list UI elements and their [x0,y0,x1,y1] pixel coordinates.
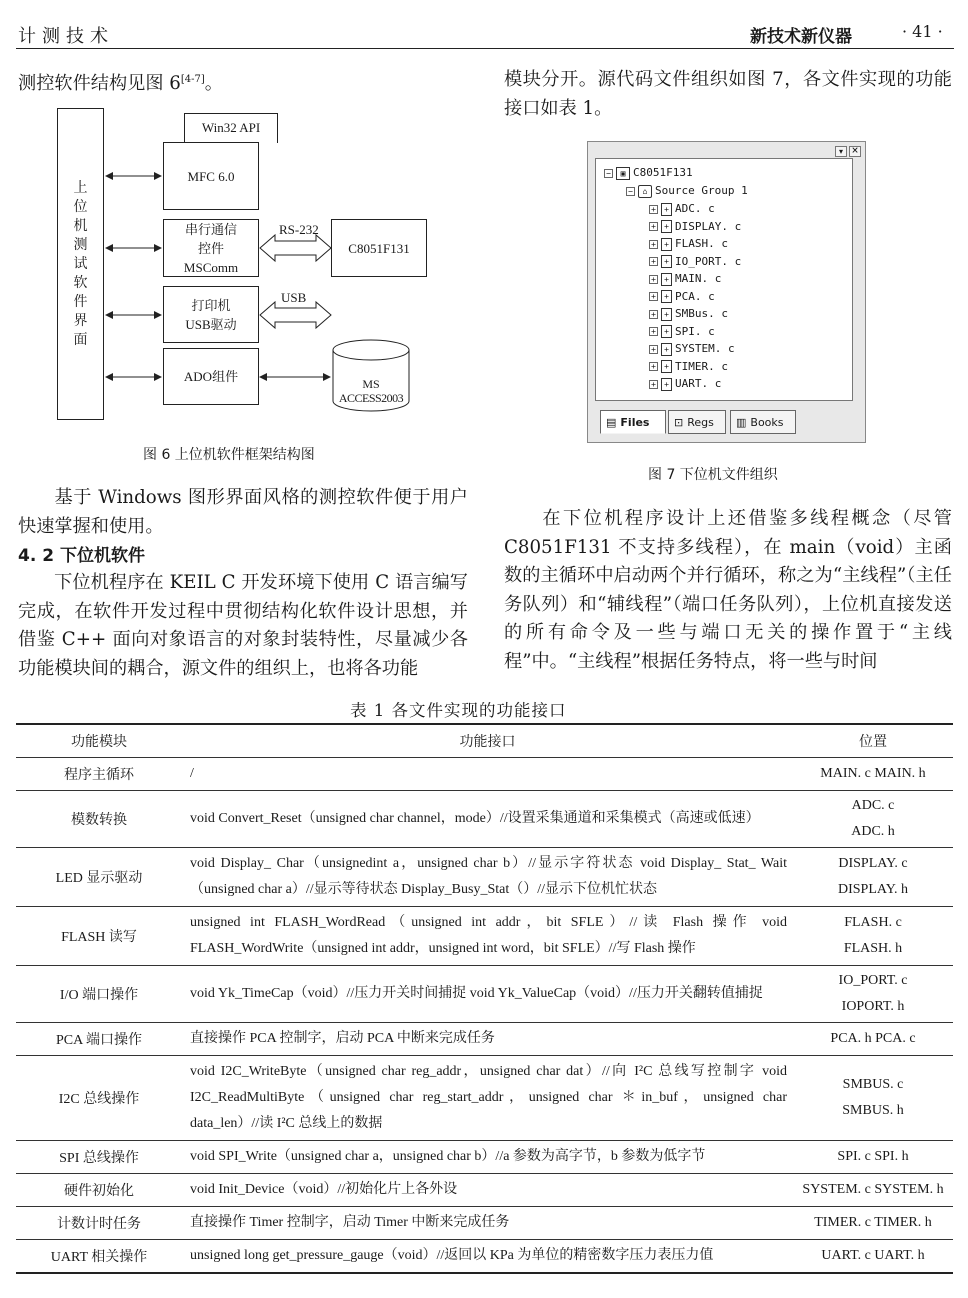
tree-file-item[interactable] [649,254,741,270]
tab-regs-label: Regs [687,415,714,429]
table-row [16,1206,953,1239]
tree-file-item[interactable] [649,324,715,340]
cell-location: UART. c UART. h [793,1239,953,1273]
function-table [16,723,953,1274]
usb-label: USB [281,290,307,305]
expand-icon[interactable]: + [649,362,658,371]
file-icon: + [661,273,672,286]
right-para-0: 模块分开。源代码文件组织如图 7，各文件实现的功能接口如表 1。 [504,69,952,119]
printer-label-2: USB驱动 [185,316,237,332]
cell-module: 硬件初始化 [16,1173,182,1206]
win32-label: Win32 API [201,120,261,135]
table-row [16,1055,953,1140]
left-para-1-text: 基于 Windows 图形界面风格的测控软件便于用户快速掌握和使用。 [18,487,468,537]
expand-icon[interactable]: + [649,240,658,249]
file-icon: + [661,308,672,321]
figure-7-caption: 图 7 下位机文件组织 [648,467,778,483]
cell-module: 模数转换 [16,790,182,847]
mfc-label: MFC 6.0 [187,168,235,184]
file-icon: + [661,378,672,391]
tree-file-label: FLASH. c [675,237,728,250]
host-ui-char: 件 [73,294,88,310]
tab-files-label: Files [620,415,650,429]
tab-files[interactable] [600,410,666,434]
tree-file-item[interactable] [649,236,728,252]
expand-icon[interactable]: + [649,380,658,389]
cell-location: SPI. c SPI. h [793,1140,953,1173]
table-title: 表 1 各文件实现的功能接口 [350,701,567,720]
expand-icon[interactable]: + [649,222,658,231]
cell-interface: 直接操作 PCA 控制字，启动 PCA 中断来完成任务 [182,1022,793,1055]
cell-module: SPI 总线操作 [16,1140,182,1173]
collapse-icon[interactable]: − [626,187,635,196]
expand-icon[interactable]: + [649,327,658,336]
tree-file-label: SMBus. c [675,307,728,320]
cell-module: LED 显示驱动 [16,847,182,906]
table-row [16,1239,953,1273]
cell-interface: 直接操作 Timer 控制字，启动 Timer 中断来完成任务 [182,1206,793,1239]
expand-icon[interactable]: + [649,310,658,319]
host-ui-char: 试 [73,256,88,272]
db-label-2: ACCESS2003 [338,391,404,405]
cell-location: SMBUS. c SMBUS. h [793,1055,953,1140]
cell-module: 程序主循环 [16,757,182,790]
cell-location: PCA. h PCA. c [793,1022,953,1055]
right-para-1-text: 在下位机程序设计上还借鉴多线程概念（尽管 C8051F131 不支持多线程），在 main（void）主函数的主循环中启动两个并行循环，称之为“主线程”（主任务队列）和“辅线程”（端口任务队列），上位机直接发送的所有命令及一些与端口无关的操作置于“主线程”中。“主线程”根据任务特点，将一些与时间 [504,508,952,672]
tree-root[interactable] [604,165,693,181]
file-icon: + [661,325,672,338]
rs232-label: RS-232 [279,222,319,237]
tree-file-item[interactable] [649,271,721,287]
minimize-icon[interactable]: ▾ [835,146,847,157]
journal-name: 计测技术 [18,26,114,47]
expand-icon[interactable]: + [649,275,658,284]
database-label [333,377,409,405]
figure-6-caption: 图 6 上位机软件框架结构图 [143,447,315,463]
tree-file-label: SYSTEM. c [675,342,735,355]
expand-icon[interactable]: + [649,292,658,301]
ado-label: ADO组件 [183,369,239,384]
section-heading: 4. 2 下位机软件 [18,546,145,566]
cell-interface: void SPI_Write（unsigned char a，unsigned char b）//a 参数为高字节，b 参数为低字节 [182,1140,793,1173]
tree-file-label: IO_PORT. c [675,254,742,268]
file-icon: + [661,290,672,303]
cell-module: 计数计时任务 [16,1206,182,1239]
table-row [16,1022,953,1055]
file-icon: + [661,343,672,356]
tab-regs[interactable] [668,410,726,434]
tree-file-item[interactable] [649,359,728,375]
table-row [16,847,953,906]
tree-file-item[interactable] [649,201,715,217]
cell-location: TIMER. c TIMER. h [793,1206,953,1239]
intro-text: 测控软件结构见图 6 [18,73,181,95]
host-ui-char: 面 [73,332,88,348]
cell-interface: void Display_ Char（unsignedint a，unsigned char b）//显示字符状态 void Display_ Stat_ Wait（unsigned char a）//显示等待状态 Display_Busy_Stat（）//显示下位机忙状态 [182,847,793,906]
cell-location: ADC. c ADC. h [793,790,953,847]
tab-books-label: Books [750,415,784,429]
cell-module: UART 相关操作 [16,1239,182,1273]
printer-label-1: 打印机 [191,297,231,313]
tree-group-label: Source Group 1 [655,184,748,197]
header-interface: 功能接口 [182,724,793,757]
mcu-label: C8051F131 [348,240,410,256]
page-number: · 41 · [902,22,943,41]
db-label-1: MS [362,377,380,391]
tree-group[interactable] [626,183,748,199]
host-ui-char: 测 [73,237,88,253]
file-icon: + [661,255,672,268]
table-header-row [16,724,953,757]
cell-location: SYSTEM. c SYSTEM. h [793,1173,953,1206]
table-row [16,790,953,847]
tree-file-item[interactable] [649,219,741,235]
left-para-2 [18,569,468,683]
host-ui-char: 机 [73,218,88,234]
host-ui-char: 上 [73,180,88,196]
expand-icon[interactable]: + [649,205,658,214]
tree-file-item[interactable] [649,306,728,322]
cell-interface: void I2C_WriteByte（unsigned char reg_addr，unsigned char dat）//向 I²C 总线写控制字 void I2C_ReadMultiByte（unsigned char reg_start_addr，unsigned char ＊in_buf，unsigned char data_len）//读 I²C 总线上的数据 [182,1055,793,1140]
tree-file-label: ADC. c [675,202,715,215]
bidirectional-arrows [106,176,330,377]
tree-file-item[interactable] [649,341,735,357]
serial-label-2: 控件 [197,240,224,256]
folder-icon: ⌂ [638,185,652,198]
file-icon: + [661,360,672,373]
citation: [4-7] [180,74,205,85]
close-icon[interactable]: × [849,146,861,157]
expand-icon[interactable]: + [649,345,658,354]
tab-books[interactable] [730,410,796,434]
files-tab-icon: ▤ [606,415,617,429]
cell-module: FLASH 读写 [16,906,182,965]
tree-file-label: SPI. c [675,324,715,338]
cell-module: PCA 端口操作 [16,1022,182,1055]
books-tab-icon: ▥ [736,415,747,429]
file-icon: + [661,203,672,216]
cell-interface: / [182,757,793,790]
tree-file-label: MAIN. c [675,272,722,285]
rs232-arrow [260,235,331,261]
tree-file-label: DISPLAY. c [675,219,742,233]
file-icon: + [661,220,672,233]
cell-location: FLASH. c FLASH. h [793,906,953,965]
collapse-icon[interactable]: − [604,169,613,178]
header-location: 位置 [793,724,953,757]
tree-file-item[interactable] [649,376,721,392]
tree-file-label: PCA. c [675,289,715,303]
cell-location: DISPLAY. c DISPLAY. h [793,847,953,906]
tree-file-label: TIMER. c [675,359,728,373]
section-name: 新技术新仪器 [750,27,852,47]
file-icon: + [661,238,672,251]
table-row [16,757,953,790]
table-row [16,1173,953,1206]
cell-interface: unsigned int FLASH_WordRead（unsigned int addr，bit SFLE）//读 Flash 操作 void FLASH_WordWrite（unsigned int addr，unsigned int word，bit SFLE）//写 Flash 操作 [182,906,793,965]
host-ui-char: 位 [73,199,88,215]
regs-tab-icon: ⊡ [674,415,684,429]
target-icon: ▣ [616,167,630,180]
left-para-1 [18,484,468,541]
cell-location: IO_PORT. c IOPORT. h [793,965,953,1022]
cell-module: I/O 端口操作 [16,965,182,1022]
cell-location: MAIN. c MAIN. h [793,757,953,790]
tree-root-label: C8051F131 [633,166,693,179]
tree-file-label: UART. c [675,377,722,390]
intro-end: 。 [204,73,223,95]
header-module: 功能模块 [16,724,182,757]
cell-interface: void Yk_TimeCap（void）//压力开关时间捕捉 void Yk_ValueCap（void）//压力开关翻转值捕捉 [182,965,793,1022]
table-row [16,1140,953,1173]
cell-interface: unsigned long get_pressure_gauge（void）//返回以 KPa 为单位的精密数字压力表压力值 [182,1239,793,1273]
left-para-2-text: 下位机程序在 KEIL C 开发环境下使用 C 语言编写完成，在软件开发过程中贯彻结构化软件设计思想，并借鉴 C++ 面向对象语言的对象封装特性，尽量减少各功能模块间的耦合，源文件的组织上，也将各功能 [18,572,468,679]
expand-icon[interactable]: + [649,257,658,266]
cell-interface: void Convert_Reset（unsigned char channel，mode）//设置采集通道和采集模式（高速或低速） [182,790,793,847]
host-ui-char: 界 [73,313,88,329]
table-row [16,906,953,965]
serial-label-3: MSComm [183,259,239,275]
right-para-1 [504,505,952,676]
tree-file-item[interactable] [649,289,715,305]
serial-label-1: 串行通信 [184,221,237,237]
cell-interface: void Init_Device（void）//初始化片上各外设 [182,1173,793,1206]
figure-6-connectors [0,0,480,440]
project-tree [595,158,853,401]
host-ui-char: 软 [73,275,88,291]
cell-module: I2C 总线操作 [16,1055,182,1140]
table-row [16,965,953,1022]
